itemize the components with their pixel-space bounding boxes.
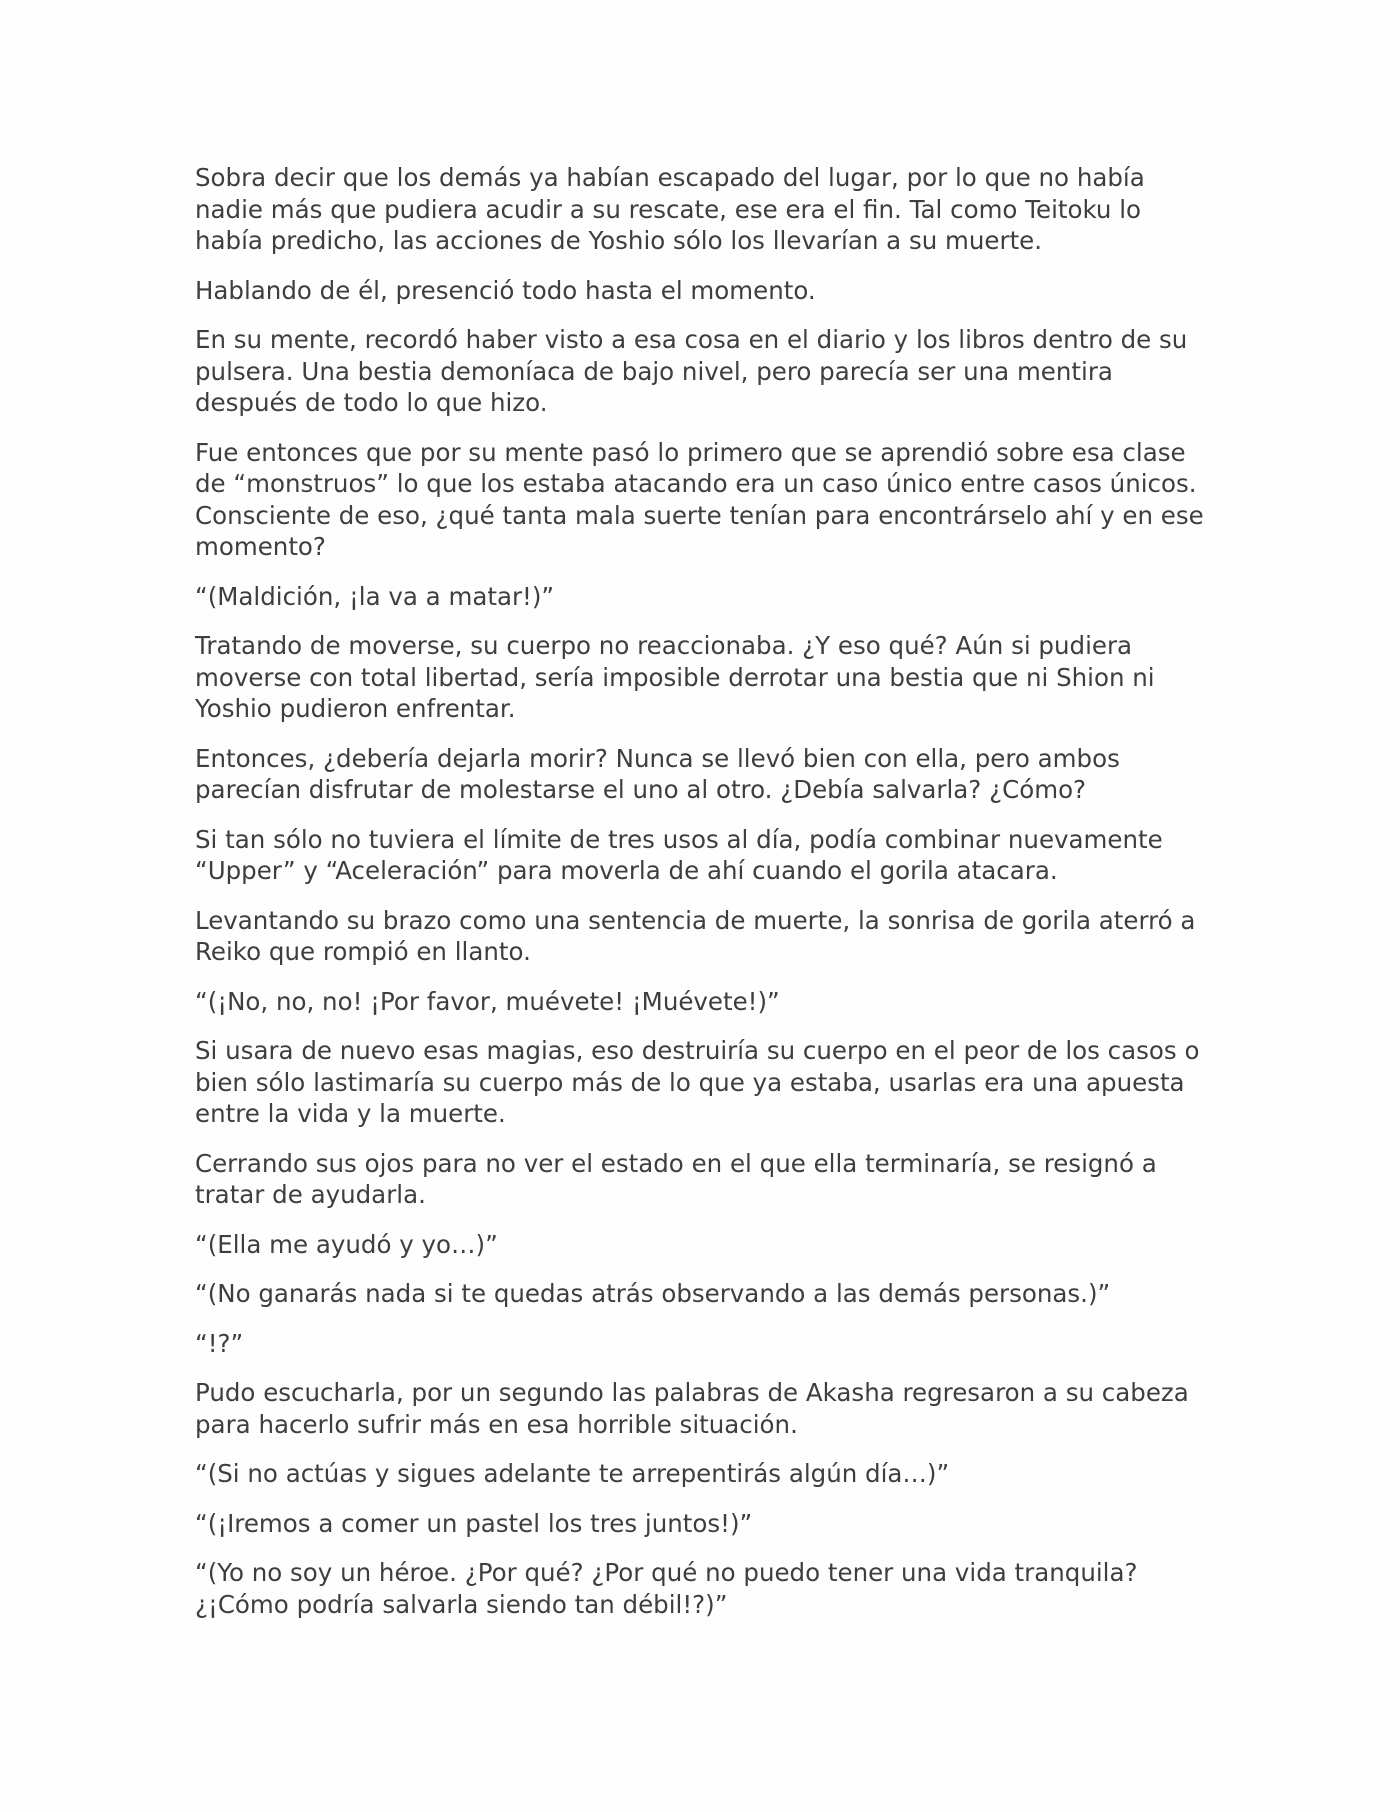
paragraph: Pudo escucharla, por un segundo las palabras de Akasha regresaron a su cabeza para hacerlo sufrir más en esa horrible situación.	[195, 1378, 1189, 1439]
paragraph: En su mente, recordó haber visto a esa cosa en el diario y los libros dentro de su pulsera. Una bestia demoníaca de bajo nivel, pero parecía ser una mentira después de todo lo que hizo.	[195, 325, 1188, 417]
paragraph: Tratando de moverse, su cuerpo no reaccionaba. ¿Y eso qué? Aún si pudiera moverse con total libertad, sería imposible derrotar una bestia que ni Shion ni Yoshio pudieron enfrentar.	[195, 631, 1155, 723]
dialogue-line: “(¡No, no, no! ¡Por favor, muévete! ¡Muévete!)”	[195, 986, 780, 1016]
paragraph: Fue entonces que por su mente pasó lo primero que se aprendió sobre esa clase de “monstruos” lo que los estaba atacando era un caso único entre casos únicos. Consciente de eso, ¿qué tanta mala suerte tenían para encontrárselo ahí y en ese momento?	[195, 437, 1204, 561]
paragraph: Sobra decir que los demás ya habían escapado del lugar, por lo que no había nadie más que pudiera acudir a su rescate, ese era el fin. Tal como Teitoku lo había predicho, las acciones de Yoshio sólo los llevarían a su muerte.	[195, 163, 1145, 255]
dialogue-line: “!?”	[195, 1328, 244, 1358]
dialogue-line: “(No ganarás nada si te quedas atrás observando a las demás personas.)”	[195, 1279, 1111, 1308]
paragraph: Entonces, ¿debería dejarla morir? Nunca se llevó bien con ella, pero ambos parecían disfrutar de molestarse el uno al otro. ¿Debía salvarla? ¿Cómo?	[195, 743, 1120, 804]
dialogue-line: “(¡Iremos a comer un pastel los tres juntos!)”	[195, 1508, 753, 1538]
dialogue-line: “(Maldición, ¡la va a matar!)”	[195, 581, 555, 611]
paragraph: Hablando de él, presenció todo hasta el momento.	[195, 275, 816, 305]
paragraph: Si tan sólo no tuviera el límite de tres usos al día, podía combinar nuevamente “Upper” y “Aceleración” para moverla de ahí cuando el gorila atacara.	[195, 824, 1163, 885]
paragraph: Levantando su brazo como una sentencia de muerte, la sonrisa de gorila aterró a Reiko que rompió en llanto.	[195, 905, 1196, 966]
dialogue-line: “(Si no actúas y sigues adelante te arrepentirás algún día…)”	[195, 1459, 950, 1488]
document-body	[195, 162, 1215, 1638]
dialogue-line: “(Ella me ayudó y yo…)”	[195, 1229, 498, 1259]
dialogue-line: “(Yo no soy un héroe. ¿Por qué? ¿Por qué no puedo tener una vida tranquila? ¿¡Cómo podría salvarla siendo tan débil!?)”	[195, 1558, 1138, 1619]
paragraph: Si usara de nuevo esas magias, eso destruiría su cuerpo en el peor de los casos o bien sólo lastimaría su cuerpo más de lo que ya estaba, usarlas era una apuesta entre la vida y la muerte.	[195, 1036, 1200, 1128]
paragraph: Cerrando sus ojos para no ver el estado en el que ella terminaría, se resignó a tratar de ayudarla.	[195, 1148, 1157, 1209]
